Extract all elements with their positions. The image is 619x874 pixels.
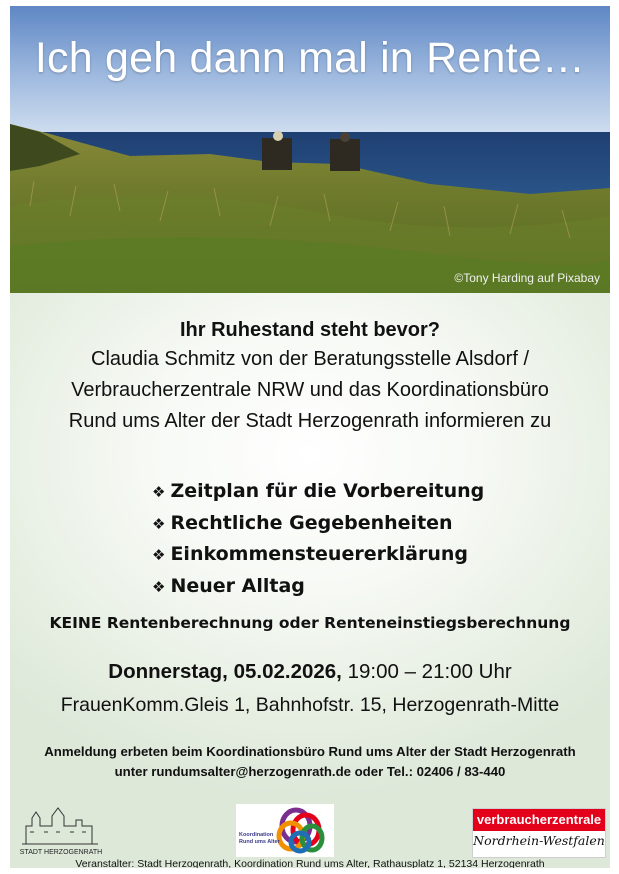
- castle-icon: [18, 804, 104, 848]
- intro-block: [10, 316, 610, 437]
- topic-label: Einkommensteuererklärung: [170, 543, 468, 565]
- vz-name: verbraucherzentrale: [473, 809, 605, 831]
- topic-item: [152, 476, 484, 508]
- intro-line: Verbraucherzentrale NRW und das Koordinationsbüro: [71, 379, 549, 401]
- intro-line: Rund ums Alter der Stadt Herzogenrath informieren zu: [68, 410, 552, 432]
- registration-line: unter rundumsalter@herzogenrath.de oder Tel.: 02406 / 83-440: [114, 764, 506, 779]
- diamond-bullet-icon: ❖: [152, 577, 166, 596]
- photo-credit: ©Tony Harding auf Pixabay: [454, 271, 600, 285]
- header-photo: [10, 6, 610, 293]
- flyer-title: Ich geh dann mal in Rente…: [34, 34, 586, 82]
- koordination-line: Rund ums Alter: [239, 839, 280, 845]
- flyer: [10, 6, 610, 868]
- koordination-logo: [236, 804, 334, 857]
- organizer-footer: Veranstalter: Stadt Herzogenrath, Koordination Rund ums Alter, Rathausplatz 1, 52134 Herzogenrath: [75, 858, 545, 868]
- registration-line: Anmeldung erbeten beim Koordinationsbüro Rund ums Alter der Stadt Herzogenrath: [44, 744, 576, 759]
- colorful-loops-icon: [236, 804, 334, 857]
- diamond-bullet-icon: ❖: [152, 514, 166, 533]
- event-datetime: [10, 660, 610, 684]
- registration-info: [10, 742, 610, 782]
- diamond-bullet-icon: ❖: [152, 483, 166, 501]
- topic-label: Rechtliche Gegebenheiten: [170, 511, 453, 534]
- koordination-line: Koordination: [239, 832, 274, 838]
- topic-item: [152, 539, 484, 571]
- event-time: 19:00 – 21:00 Uhr: [347, 660, 512, 683]
- intro-question: Ihr Ruhestand steht bevor?: [179, 319, 441, 341]
- topic-label: Zeitplan für die Vorbereitung: [170, 480, 485, 502]
- herzogenrath-logo-label: STADT HERZOGENRATH: [19, 849, 103, 856]
- diamond-bullet-icon: ❖: [152, 546, 166, 564]
- topic-item: [152, 508, 484, 540]
- event-date: Donnerstag, 05.02.2026,: [108, 660, 342, 683]
- topic-list: [152, 476, 484, 602]
- herzogenrath-logo: [18, 804, 104, 856]
- topic-item: [152, 571, 484, 603]
- notice-text: KEINE Rentenberechnung oder Renteneinstiegsberechnung: [49, 614, 571, 632]
- event-venue: FrauenKomm.Gleis 1, Bahnhofstr. 15, Herzogenrath-Mitte: [60, 694, 560, 716]
- vz-region: Nordrhein-Westfalen: [473, 833, 605, 848]
- intro-line: Claudia Schmitz von der Beratungsstelle Alsdorf /: [91, 348, 529, 370]
- topic-label: Neuer Alltag: [170, 574, 305, 597]
- koordination-logo-label: [239, 832, 280, 846]
- verbraucherzentrale-logo: [472, 808, 606, 858]
